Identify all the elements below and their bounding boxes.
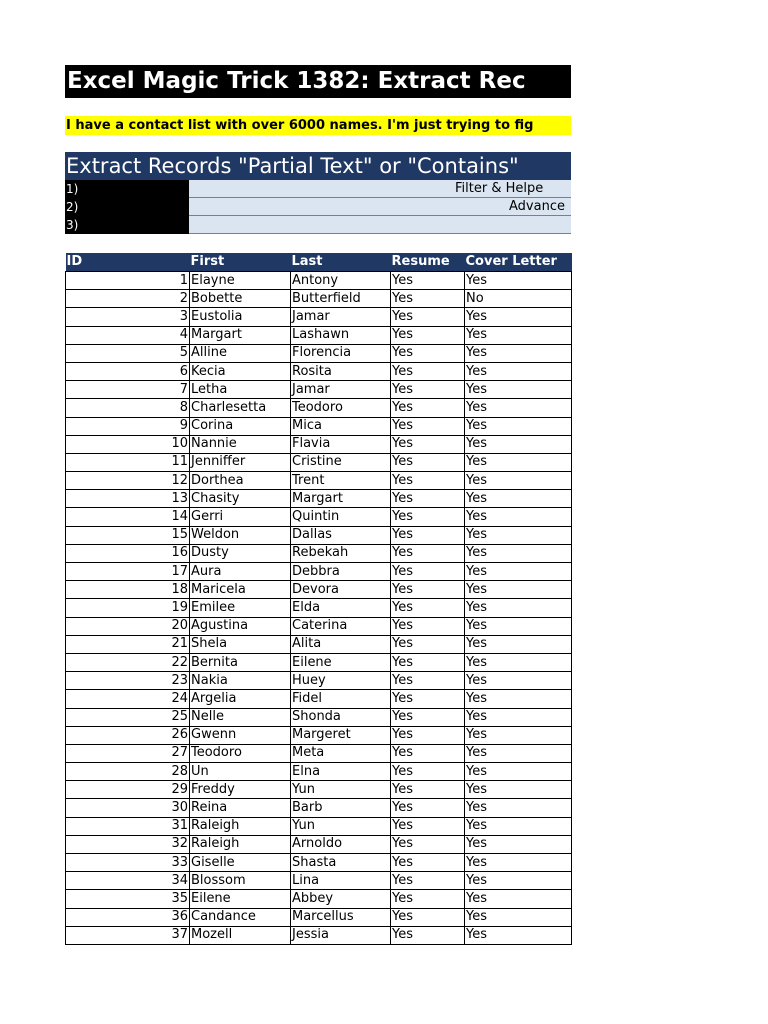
last-name-cell[interactable]: Quintin (291, 508, 391, 526)
last-name-cell[interactable]: Lashawn (291, 326, 391, 344)
resume-cell[interactable]: Yes (391, 544, 465, 562)
table-row (66, 763, 572, 781)
id-cell[interactable]: 7 (66, 381, 190, 399)
cover-letter-cell[interactable]: Yes (465, 344, 572, 362)
last-name-cell[interactable]: Yun (291, 817, 391, 835)
table-row (66, 617, 572, 635)
table-row (66, 726, 572, 744)
id-cell[interactable]: 13 (66, 490, 190, 508)
id-cell[interactable]: 20 (66, 617, 190, 635)
resume-cell[interactable]: Yes (391, 472, 465, 490)
first-name-cell[interactable]: Argelia (190, 690, 291, 708)
first-name-cell[interactable]: Dusty (190, 544, 291, 562)
last-name-cell[interactable]: Florencia (291, 344, 391, 362)
cover-letter-cell[interactable]: Yes (465, 872, 572, 890)
table-row (66, 435, 572, 453)
first-name-cell[interactable]: Eustolia (190, 308, 291, 326)
first-name-cell[interactable]: Teodoro (190, 744, 291, 762)
table-row (66, 581, 572, 599)
step-number[interactable]: 1) (65, 180, 189, 198)
cover-letter-cell[interactable]: Yes (465, 308, 572, 326)
last-name-cell[interactable]: Meta (291, 744, 391, 762)
step-row (65, 180, 571, 198)
cover-letter-cell[interactable]: Yes (465, 362, 572, 380)
table-row (66, 781, 572, 799)
id-cell[interactable]: 21 (66, 635, 190, 653)
step-text: Advance (509, 199, 565, 214)
first-name-cell[interactable]: Chasity (190, 490, 291, 508)
last-name-cell[interactable]: Shonda (291, 708, 391, 726)
table-row (66, 908, 572, 926)
cover-letter-cell[interactable]: Yes (465, 326, 572, 344)
id-cell[interactable]: 28 (66, 763, 190, 781)
sheet-title[interactable]: Excel Magic Trick 1382: Extract Rec (65, 65, 571, 98)
last-name-cell[interactable]: Jessia (291, 926, 391, 944)
cover-letter-cell[interactable]: Yes (465, 381, 572, 399)
cover-letter-cell[interactable]: Yes (465, 908, 572, 926)
table-row (66, 599, 572, 617)
resume-cell[interactable]: Yes (391, 872, 465, 890)
table-row (66, 708, 572, 726)
id-cell[interactable]: 29 (66, 781, 190, 799)
id-cell[interactable]: 3 (66, 308, 190, 326)
cover-letter-cell[interactable]: Yes (465, 435, 572, 453)
id-cell[interactable]: 26 (66, 726, 190, 744)
contacts-table (65, 253, 572, 945)
question-note[interactable]: I have a contact list with over 6000 names. I'm just trying to fig (65, 116, 571, 135)
id-cell[interactable]: 34 (66, 872, 190, 890)
table-row (66, 544, 572, 562)
cover-letter-cell[interactable]: Yes (465, 599, 572, 617)
table-row (66, 653, 572, 671)
steps-list (65, 180, 571, 234)
last-name-cell[interactable]: Rebekah (291, 544, 391, 562)
resume-cell[interactable]: Yes (391, 435, 465, 453)
last-name-cell[interactable]: Huey (291, 672, 391, 690)
cover-letter-cell[interactable]: Yes (465, 544, 572, 562)
cover-letter-cell[interactable]: Yes (465, 653, 572, 671)
table-row (66, 817, 572, 835)
last-name-cell[interactable]: Butterfield (291, 290, 391, 308)
first-name-cell[interactable]: Gerri (190, 508, 291, 526)
column-header-first[interactable]: First (190, 253, 291, 272)
last-name-cell[interactable]: Mica (291, 417, 391, 435)
last-name-cell[interactable]: Jamar (291, 381, 391, 399)
cover-letter-cell[interactable]: Yes (465, 526, 572, 544)
cover-letter-cell[interactable]: Yes (465, 508, 572, 526)
cover-letter-cell[interactable]: Yes (465, 490, 572, 508)
id-cell[interactable]: 19 (66, 599, 190, 617)
column-header-last[interactable]: Last (291, 253, 391, 272)
id-cell[interactable]: 10 (66, 435, 190, 453)
table-row (66, 399, 572, 417)
first-name-cell[interactable]: Corina (190, 417, 291, 435)
table-row (66, 744, 572, 762)
last-name-cell[interactable]: Jamar (291, 308, 391, 326)
table-row (66, 635, 572, 653)
first-name-cell[interactable]: Raleigh (190, 835, 291, 853)
resume-cell[interactable]: Yes (391, 672, 465, 690)
id-cell[interactable]: 5 (66, 344, 190, 362)
step-row (65, 216, 571, 234)
last-name-cell[interactable]: Barb (291, 799, 391, 817)
last-name-cell[interactable]: Rosita (291, 362, 391, 380)
first-name-cell[interactable]: Emilee (190, 599, 291, 617)
first-name-cell[interactable]: Elayne (190, 272, 291, 290)
last-name-cell[interactable]: Flavia (291, 435, 391, 453)
cover-letter-cell[interactable]: Yes (465, 672, 572, 690)
step-text-cell[interactable] (189, 216, 571, 234)
last-name-cell[interactable]: Margart (291, 490, 391, 508)
first-name-cell[interactable]: Giselle (190, 854, 291, 872)
id-cell[interactable]: 17 (66, 563, 190, 581)
last-name-cell[interactable]: Lina (291, 872, 391, 890)
id-cell[interactable]: 31 (66, 817, 190, 835)
resume-cell[interactable]: Yes (391, 617, 465, 635)
step-text-cell[interactable] (189, 180, 571, 198)
id-cell[interactable]: 24 (66, 690, 190, 708)
id-cell[interactable]: 2 (66, 290, 190, 308)
id-cell[interactable]: 4 (66, 326, 190, 344)
cover-letter-cell[interactable]: Yes (465, 635, 572, 653)
first-name-cell[interactable]: Mozell (190, 926, 291, 944)
table-row (66, 672, 572, 690)
cover-letter-cell[interactable]: Yes (465, 817, 572, 835)
resume-cell[interactable]: Yes (391, 381, 465, 399)
first-name-cell[interactable]: Bobette (190, 290, 291, 308)
cover-letter-cell[interactable]: Yes (465, 399, 572, 417)
resume-cell[interactable]: Yes (391, 708, 465, 726)
resume-cell[interactable]: Yes (391, 744, 465, 762)
table-row (66, 926, 572, 944)
id-cell[interactable]: 32 (66, 835, 190, 853)
id-cell[interactable]: 36 (66, 908, 190, 926)
last-name-cell[interactable]: Debbra (291, 563, 391, 581)
step-text: Filter & Helpe (455, 181, 544, 196)
cover-letter-cell[interactable]: Yes (465, 453, 572, 471)
first-name-cell[interactable]: Nannie (190, 435, 291, 453)
table-row (66, 290, 572, 308)
cover-letter-cell[interactable]: Yes (465, 926, 572, 944)
id-cell[interactable]: 25 (66, 708, 190, 726)
cover-letter-cell[interactable]: Yes (465, 272, 572, 290)
id-cell[interactable]: 9 (66, 417, 190, 435)
table-row (66, 308, 572, 326)
resume-cell[interactable]: Yes (391, 563, 465, 581)
cover-letter-cell[interactable]: Yes (465, 472, 572, 490)
last-name-cell[interactable]: Fidel (291, 690, 391, 708)
first-name-cell[interactable]: Agustina (190, 617, 291, 635)
resume-cell[interactable]: Yes (391, 890, 465, 908)
step-number[interactable]: 3) (65, 216, 189, 234)
last-name-cell[interactable]: Teodoro (291, 399, 391, 417)
step-row (65, 198, 571, 216)
first-name-cell[interactable]: Shela (190, 635, 291, 653)
resume-cell[interactable]: Yes (391, 272, 465, 290)
table-row (66, 490, 572, 508)
first-name-cell[interactable]: Eilene (190, 890, 291, 908)
first-name-cell[interactable]: Dorthea (190, 472, 291, 490)
resume-cell[interactable]: Yes (391, 417, 465, 435)
last-name-cell[interactable]: Margeret (291, 726, 391, 744)
first-name-cell[interactable]: Bernita (190, 653, 291, 671)
first-name-cell[interactable]: Kecia (190, 362, 291, 380)
resume-cell[interactable]: Yes (391, 781, 465, 799)
id-cell[interactable]: 8 (66, 399, 190, 417)
first-name-cell[interactable]: Raleigh (190, 817, 291, 835)
table-row (66, 362, 572, 380)
cover-letter-cell[interactable]: Yes (465, 726, 572, 744)
resume-cell[interactable]: Yes (391, 854, 465, 872)
id-cell[interactable]: 23 (66, 672, 190, 690)
step-number[interactable]: 2) (65, 198, 189, 216)
cover-letter-cell[interactable]: No (465, 290, 572, 308)
resume-cell[interactable]: Yes (391, 690, 465, 708)
last-name-cell[interactable]: Cristine (291, 453, 391, 471)
last-name-cell[interactable]: Dallas (291, 526, 391, 544)
extract-section-title[interactable]: Extract Records "Partial Text" or "Contains" (65, 152, 571, 180)
first-name-cell[interactable]: Aura (190, 563, 291, 581)
table-header-row (66, 253, 572, 272)
first-name-cell[interactable]: Alline (190, 344, 291, 362)
resume-cell[interactable]: Yes (391, 526, 465, 544)
table-row (66, 417, 572, 435)
first-name-cell[interactable]: Freddy (190, 781, 291, 799)
table-row (66, 563, 572, 581)
column-header-cover-letter[interactable]: Cover Letter (465, 253, 572, 272)
resume-cell[interactable]: Yes (391, 344, 465, 362)
table-row (66, 344, 572, 362)
column-header-id[interactable]: ID (66, 253, 190, 272)
id-cell[interactable]: 18 (66, 581, 190, 599)
id-cell[interactable]: 16 (66, 544, 190, 562)
id-cell[interactable]: 11 (66, 453, 190, 471)
table-row (66, 453, 572, 471)
first-name-cell[interactable]: Gwenn (190, 726, 291, 744)
resume-cell[interactable]: Yes (391, 508, 465, 526)
first-name-cell[interactable]: Blossom (190, 872, 291, 890)
cover-letter-cell[interactable]: Yes (465, 763, 572, 781)
first-name-cell[interactable]: Maricela (190, 581, 291, 599)
resume-cell[interactable]: Yes (391, 653, 465, 671)
id-cell[interactable]: 12 (66, 472, 190, 490)
first-name-cell[interactable]: Reina (190, 799, 291, 817)
first-name-cell[interactable]: Un (190, 763, 291, 781)
table-row (66, 326, 572, 344)
resume-cell[interactable]: Yes (391, 817, 465, 835)
resume-cell[interactable]: Yes (391, 599, 465, 617)
cover-letter-cell[interactable]: Yes (465, 835, 572, 853)
first-name-cell[interactable]: Candance (190, 908, 291, 926)
column-header-resume[interactable]: Resume (391, 253, 465, 272)
resume-cell[interactable]: Yes (391, 308, 465, 326)
resume-cell[interactable]: Yes (391, 453, 465, 471)
last-name-cell[interactable]: Antony (291, 272, 391, 290)
cover-letter-cell[interactable]: Yes (465, 781, 572, 799)
resume-cell[interactable]: Yes (391, 799, 465, 817)
id-cell[interactable]: 6 (66, 362, 190, 380)
id-cell[interactable]: 14 (66, 508, 190, 526)
last-name-cell[interactable]: Eilene (291, 653, 391, 671)
table-row (66, 854, 572, 872)
table-row (66, 381, 572, 399)
id-cell[interactable]: 33 (66, 854, 190, 872)
resume-cell[interactable]: Yes (391, 362, 465, 380)
resume-cell[interactable]: Yes (391, 763, 465, 781)
table-row (66, 526, 572, 544)
table-body (66, 272, 572, 945)
table-row (66, 799, 572, 817)
resume-cell[interactable]: Yes (391, 908, 465, 926)
last-name-cell[interactable]: Marcellus (291, 908, 391, 926)
first-name-cell[interactable]: Weldon (190, 526, 291, 544)
resume-cell[interactable]: Yes (391, 835, 465, 853)
resume-cell[interactable]: Yes (391, 726, 465, 744)
last-name-cell[interactable]: Alita (291, 635, 391, 653)
last-name-cell[interactable]: Elda (291, 599, 391, 617)
resume-cell[interactable]: Yes (391, 290, 465, 308)
first-name-cell[interactable]: Jenniffer (190, 453, 291, 471)
id-cell[interactable]: 30 (66, 799, 190, 817)
last-name-cell[interactable]: Arnoldo (291, 835, 391, 853)
cover-letter-cell[interactable]: Yes (465, 744, 572, 762)
cover-letter-cell[interactable]: Yes (465, 690, 572, 708)
table-row (66, 508, 572, 526)
table-row (66, 272, 572, 290)
id-cell[interactable]: 27 (66, 744, 190, 762)
last-name-cell[interactable]: Caterina (291, 617, 391, 635)
last-name-cell[interactable]: Shasta (291, 854, 391, 872)
resume-cell[interactable]: Yes (391, 926, 465, 944)
id-cell[interactable]: 37 (66, 926, 190, 944)
cover-letter-cell[interactable]: Yes (465, 581, 572, 599)
resume-cell[interactable]: Yes (391, 326, 465, 344)
first-name-cell[interactable]: Letha (190, 381, 291, 399)
first-name-cell[interactable]: Nakia (190, 672, 291, 690)
last-name-cell[interactable]: Trent (291, 472, 391, 490)
table-row (66, 472, 572, 490)
resume-cell[interactable]: Yes (391, 399, 465, 417)
table-row (66, 890, 572, 908)
step-text-cell[interactable] (189, 198, 571, 216)
first-name-cell[interactable]: Charlesetta (190, 399, 291, 417)
resume-cell[interactable]: Yes (391, 490, 465, 508)
table-row (66, 872, 572, 890)
cover-letter-cell[interactable]: Yes (465, 563, 572, 581)
id-cell[interactable]: 22 (66, 653, 190, 671)
id-cell[interactable]: 15 (66, 526, 190, 544)
first-name-cell[interactable]: Margart (190, 326, 291, 344)
last-name-cell[interactable]: Elna (291, 763, 391, 781)
cover-letter-cell[interactable]: Yes (465, 417, 572, 435)
id-cell[interactable]: 1 (66, 272, 190, 290)
resume-cell[interactable]: Yes (391, 635, 465, 653)
table-row (66, 835, 572, 853)
cover-letter-cell[interactable]: Yes (465, 799, 572, 817)
last-name-cell[interactable]: Yun (291, 781, 391, 799)
cover-letter-cell[interactable]: Yes (465, 617, 572, 635)
last-name-cell[interactable]: Devora (291, 581, 391, 599)
resume-cell[interactable]: Yes (391, 581, 465, 599)
cover-letter-cell[interactable]: Yes (465, 890, 572, 908)
table-row (66, 690, 572, 708)
cover-letter-cell[interactable]: Yes (465, 854, 572, 872)
first-name-cell[interactable]: Nelle (190, 708, 291, 726)
id-cell[interactable]: 35 (66, 890, 190, 908)
last-name-cell[interactable]: Abbey (291, 890, 391, 908)
cover-letter-cell[interactable]: Yes (465, 708, 572, 726)
